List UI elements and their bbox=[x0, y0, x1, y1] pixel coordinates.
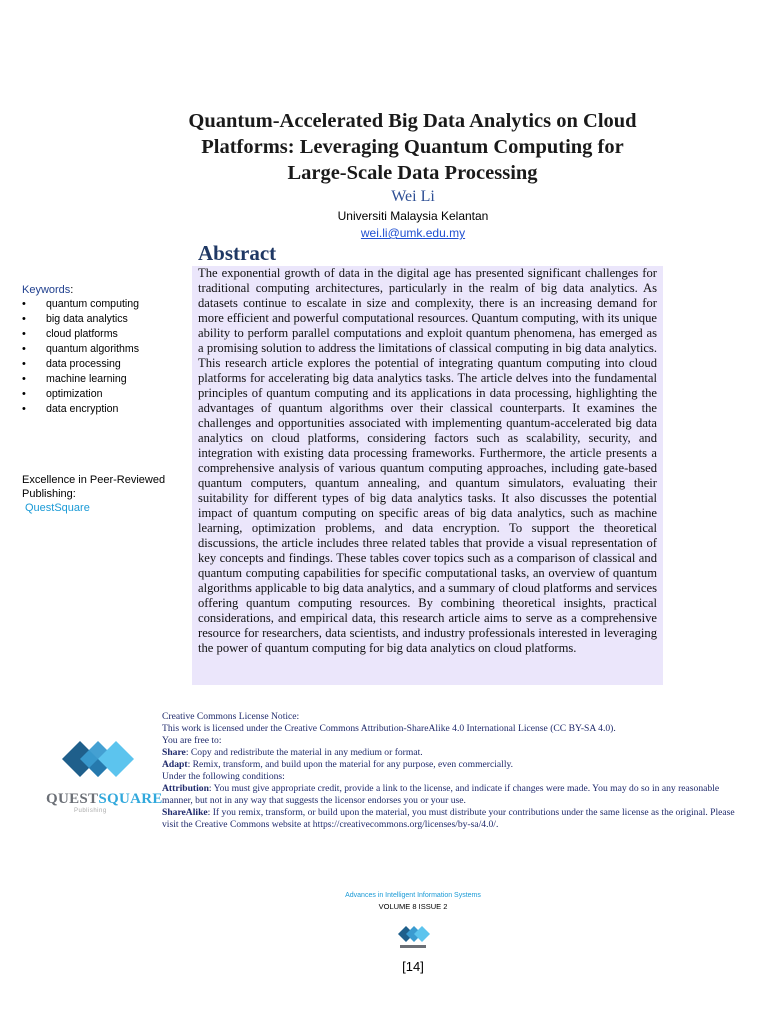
keyword-item bbox=[22, 297, 139, 312]
keyword-text: big data analytics bbox=[46, 313, 128, 325]
keyword-item bbox=[22, 372, 139, 387]
logo-wordmark bbox=[46, 791, 163, 808]
license-conditions: Under the following conditions: bbox=[162, 771, 285, 782]
keyword-text: optimization bbox=[46, 388, 103, 400]
excellence-text: Excellence in Peer-Reviewed Publishing: bbox=[22, 474, 166, 500]
keywords-label-text: Keywords bbox=[22, 284, 71, 296]
license-heading: Creative Commons License Notice: bbox=[162, 711, 300, 722]
keyword-text: quantum computing bbox=[46, 298, 140, 310]
keywords-label bbox=[22, 284, 73, 296]
bullet-icon: • bbox=[22, 343, 26, 355]
sharealike-label: ShareAlike bbox=[162, 807, 208, 818]
abstract-heading: Abstract bbox=[198, 241, 277, 265]
bullet-icon: • bbox=[22, 358, 26, 370]
license-attribution bbox=[162, 783, 736, 807]
footer-logo-icon bbox=[394, 924, 432, 954]
license-adapt bbox=[162, 759, 736, 771]
adapt-text: : Remix, transform, and build upon the material for any purpose, even commercially. bbox=[187, 759, 514, 770]
share-text: : Copy and redistribute the material in any medium or format. bbox=[185, 747, 423, 758]
abstract-text: The exponential growth of data in the digital age has presented significant challenges for traditional computing architectures, particularly in the realm of big data analytics. As datasets continue to escalate in size and complexity, there is an increasing demand for more efficient and powerful computational resources. Quantum computing, with its unique ability to perform parallel computations and exploit quantum phenomena, has emerged as a promising solution to address the limitations of classical computing in big data analytics. This research article explores the potential of integrating quantum computing into cloud platforms for accelerating big data analytics tasks. The article delves into the fundamental principles of quantum computing and its applications in data processing, highlighting the advantages of quantum algorithms over their classical counterparts. It examines the challenges and opportunities associated with implementing quantum-accelerated big data analytics on cloud platforms, considering factors such as scalability, security, and integration with existing data processing frameworks. Furthermore, the article presents a comprehensive analysis of various quantum computing approaches, including gate-based quantum computers, quantum annealing, and quantum simulators, evaluating their suitability for different types of big data analytics tasks. It also discusses the potential impact of quantum computing on specific areas of big data analytics, such as machine learning, optimization problems, and data encryption. To support the theoretical discussions, the article includes three related tables that provide a visual representation of key concepts and findings. These tables cover topics such as a comparison of classical and quantum computing capabilities for specific computational tasks, an overview of quantum algorithms applicable to big data analytics, and a summary of cloud platforms and services offering quantum computing resources. By combining theoretical insights, practical considerations, and empirical data, this research article aims to serve as a comprehensive resource for researchers, data scientists, and industry professionals interested in leveraging the power of quantum computing for big data analytics on cloud platforms. bbox=[198, 266, 657, 655]
keyword-item bbox=[22, 327, 139, 342]
keyword-item bbox=[22, 312, 139, 327]
bullet-icon: • bbox=[22, 328, 26, 340]
keyword-text: data processing bbox=[46, 358, 121, 370]
bullet-icon: • bbox=[22, 313, 26, 325]
attribution-text: : You must give appropriate credit, provide a link to the license, and indicate if changes were made. You may do so in any reasonable manner, but not in any way that suggests the licensor endorses you or your use. bbox=[162, 783, 720, 806]
adapt-label: Adapt bbox=[162, 759, 188, 770]
license-notice bbox=[162, 711, 736, 831]
sharealike-text: : If you remix, transform, or build upon the material, you must distribute your contributions under the same license as the original. Please visit the Creative Commons website at https://creativecommons.org/licenses/by-sa/4.0/. bbox=[162, 807, 735, 830]
keywords-list bbox=[22, 297, 139, 417]
footer-journal-name: Advances in Intelligent Information Systems bbox=[345, 892, 481, 899]
bullet-icon: • bbox=[22, 298, 26, 310]
keyword-item bbox=[22, 387, 139, 402]
attribution-label: Attribution bbox=[162, 783, 209, 794]
author-affiliation: Universiti Malaysia Kelantan bbox=[337, 209, 489, 223]
keyword-text: machine learning bbox=[46, 373, 127, 385]
license-sharealike bbox=[162, 807, 736, 831]
logo-square: SQUARE bbox=[98, 791, 163, 807]
page-number: [14] bbox=[402, 959, 424, 974]
share-label: Share bbox=[162, 747, 186, 758]
paper-title: Quantum-Accelerated Big Data Analytics on Cloud Platforms: Leveraging Quantum Computing for Large-Scale Data Processing bbox=[188, 110, 637, 184]
keyword-item bbox=[22, 342, 139, 357]
questsquare-link[interactable]: QuestSquare bbox=[25, 502, 90, 514]
keyword-item bbox=[22, 357, 139, 372]
author-email-link[interactable]: wei.li@umk.edu.my bbox=[360, 226, 466, 240]
bullet-icon: • bbox=[22, 403, 26, 415]
license-share bbox=[162, 747, 736, 759]
bullet-icon: • bbox=[22, 388, 26, 400]
keywords-colon: : bbox=[70, 284, 74, 296]
keyword-text: quantum algorithms bbox=[46, 343, 140, 355]
license-line: This work is licensed under the Creative Commons Attribution-ShareAlike 4.0 International License (CC BY-SA 4.0). bbox=[162, 723, 616, 734]
keyword-item bbox=[22, 402, 139, 417]
license-free: You are free to: bbox=[162, 735, 222, 746]
abstract-box bbox=[192, 266, 663, 685]
keyword-text: data encryption bbox=[46, 403, 119, 415]
logo-tagline: Publishing bbox=[74, 808, 107, 814]
footer-diamond-icon bbox=[394, 924, 432, 954]
diamond-logo-icon bbox=[40, 733, 160, 793]
footer-volume: VOLUME 8 ISSUE 2 bbox=[378, 902, 448, 911]
author-name: Wei Li bbox=[391, 188, 435, 205]
keyword-text: cloud platforms bbox=[46, 328, 118, 340]
logo-quest: QUEST bbox=[46, 791, 99, 807]
bullet-icon: • bbox=[22, 373, 26, 385]
